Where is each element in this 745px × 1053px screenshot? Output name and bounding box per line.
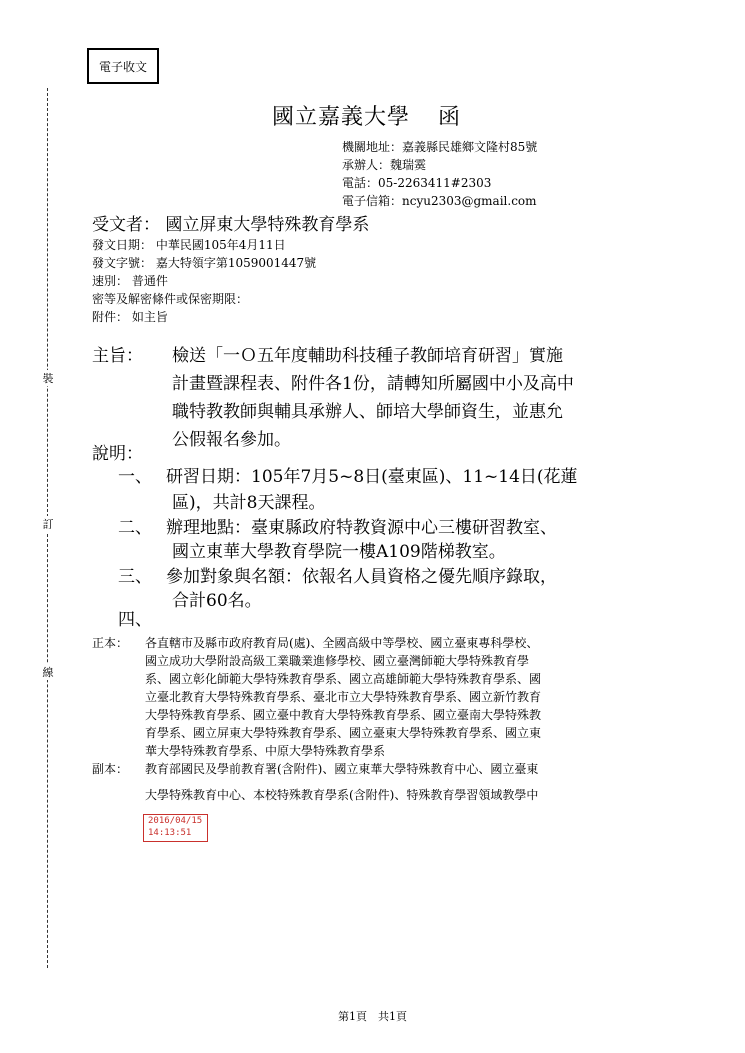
cc-main-line: 國立成功大學附設高級工業職業進修學校、國立臺灣師範大學特殊教育學	[145, 654, 530, 668]
item-line: 辦理地點：臺東縣政府特教資源中心三樓研習教室、	[166, 518, 557, 538]
cc-copy-line: 教育部國民及學前教育署(含附件)、國立東華大學特殊教育中心、國立臺東	[145, 762, 539, 776]
item-line: 研習日期：105年7月5~8日(臺東區)、11~14日(花蓮	[166, 467, 578, 487]
item-number: 三、	[118, 567, 152, 587]
subject-line: 公假報名參加。	[172, 430, 291, 450]
item-number: 二、	[118, 518, 152, 538]
cc-main-line: 華大學特殊教育學系、中原大學特殊教育學系	[145, 744, 386, 758]
cc-main-line: 育學系、國立屏東大學特殊教育學系、國立臺東大學特殊教育學系、國立東	[145, 726, 542, 740]
attachment: 附件： 如主旨	[92, 310, 168, 324]
cc-copy-label: 副本：	[92, 762, 129, 776]
subject-line: 檢送「一Ｏ五年度輔助科技種子教師培育研習」實施	[172, 346, 563, 366]
received-time-stamp	[143, 814, 208, 842]
document-title: 國立嘉義大學	[272, 105, 411, 130]
cc-main-line: 大學特殊教育學系、國立臺中教育大學特殊教育學系、國立臺南大學特殊教	[145, 708, 542, 722]
subject-line: 計畫暨課程表、附件各1份，請轉知所屬國中小及高中	[172, 374, 574, 394]
urgency: 速別： 普通件	[92, 274, 168, 288]
item-line: 參加對象與名額：依報名人員資格之優先順序錄取，	[166, 567, 557, 587]
cc-copy-line: 大學特殊教育中心、本校特殊教育學系(含附件)、特殊教育學習領域教學中	[145, 788, 539, 802]
received-date: 2016/04/15	[148, 816, 203, 826]
binding-mark-zhuang: 裝	[42, 372, 54, 385]
org-phone: 電話：05-2263411#2303	[342, 176, 492, 190]
item-line: 國立東華大學教育學院一樓A109階梯教室。	[172, 542, 506, 562]
recipient: 受文者： 國立屏東大學特殊教育學系	[92, 215, 370, 235]
binding-mark-xian: 線	[42, 666, 54, 679]
subject-label: 主旨：	[92, 346, 143, 366]
received-time: 14:13:51	[148, 828, 192, 838]
item-line: 區)，共計8天課程。	[172, 493, 326, 513]
cc-main-line: 各直轄市及縣市政府教育局(處)、全國高級中等學校、國立臺東專科學校、	[145, 636, 539, 650]
document-number: 發文字號： 嘉大特領字第1059001447號	[92, 256, 317, 270]
confidentiality: 密等及解密條件或保密期限：	[92, 292, 249, 306]
item-number: 一、	[118, 467, 152, 487]
cc-main-line: 立臺北教育大學特殊教育學系、臺北市立大學特殊教育學系、國立新竹教育	[145, 690, 542, 704]
binding-mark-ding: 訂	[42, 518, 54, 531]
item-line: 合計60名。	[172, 591, 262, 611]
cc-main-label: 正本：	[92, 636, 129, 650]
issue-date: 發文日期： 中華民國105年4月11日	[92, 238, 286, 252]
explanation-label: 說明：	[92, 444, 143, 464]
document-type: 函	[438, 105, 461, 130]
org-contact-person: 承辦人：魏瑞霙	[342, 158, 427, 172]
org-email: 電子信箱：ncyu2303@gmail.com	[342, 194, 537, 208]
org-address: 機關地址：嘉義縣民雄鄉文隆村85號	[342, 140, 538, 154]
subject-line: 職特教教師與輔具承辦人、師培大學師資生，並惠允	[172, 402, 563, 422]
electronic-receipt-stamp: 電子收文	[87, 48, 159, 84]
item-number: 四、	[118, 610, 152, 630]
cc-main-line: 系、國立彰化師範大學特殊教育學系、國立高雄師範大學特殊教育學系、國	[145, 672, 542, 686]
page-footer: 第1頁 共1頁	[338, 1010, 407, 1023]
